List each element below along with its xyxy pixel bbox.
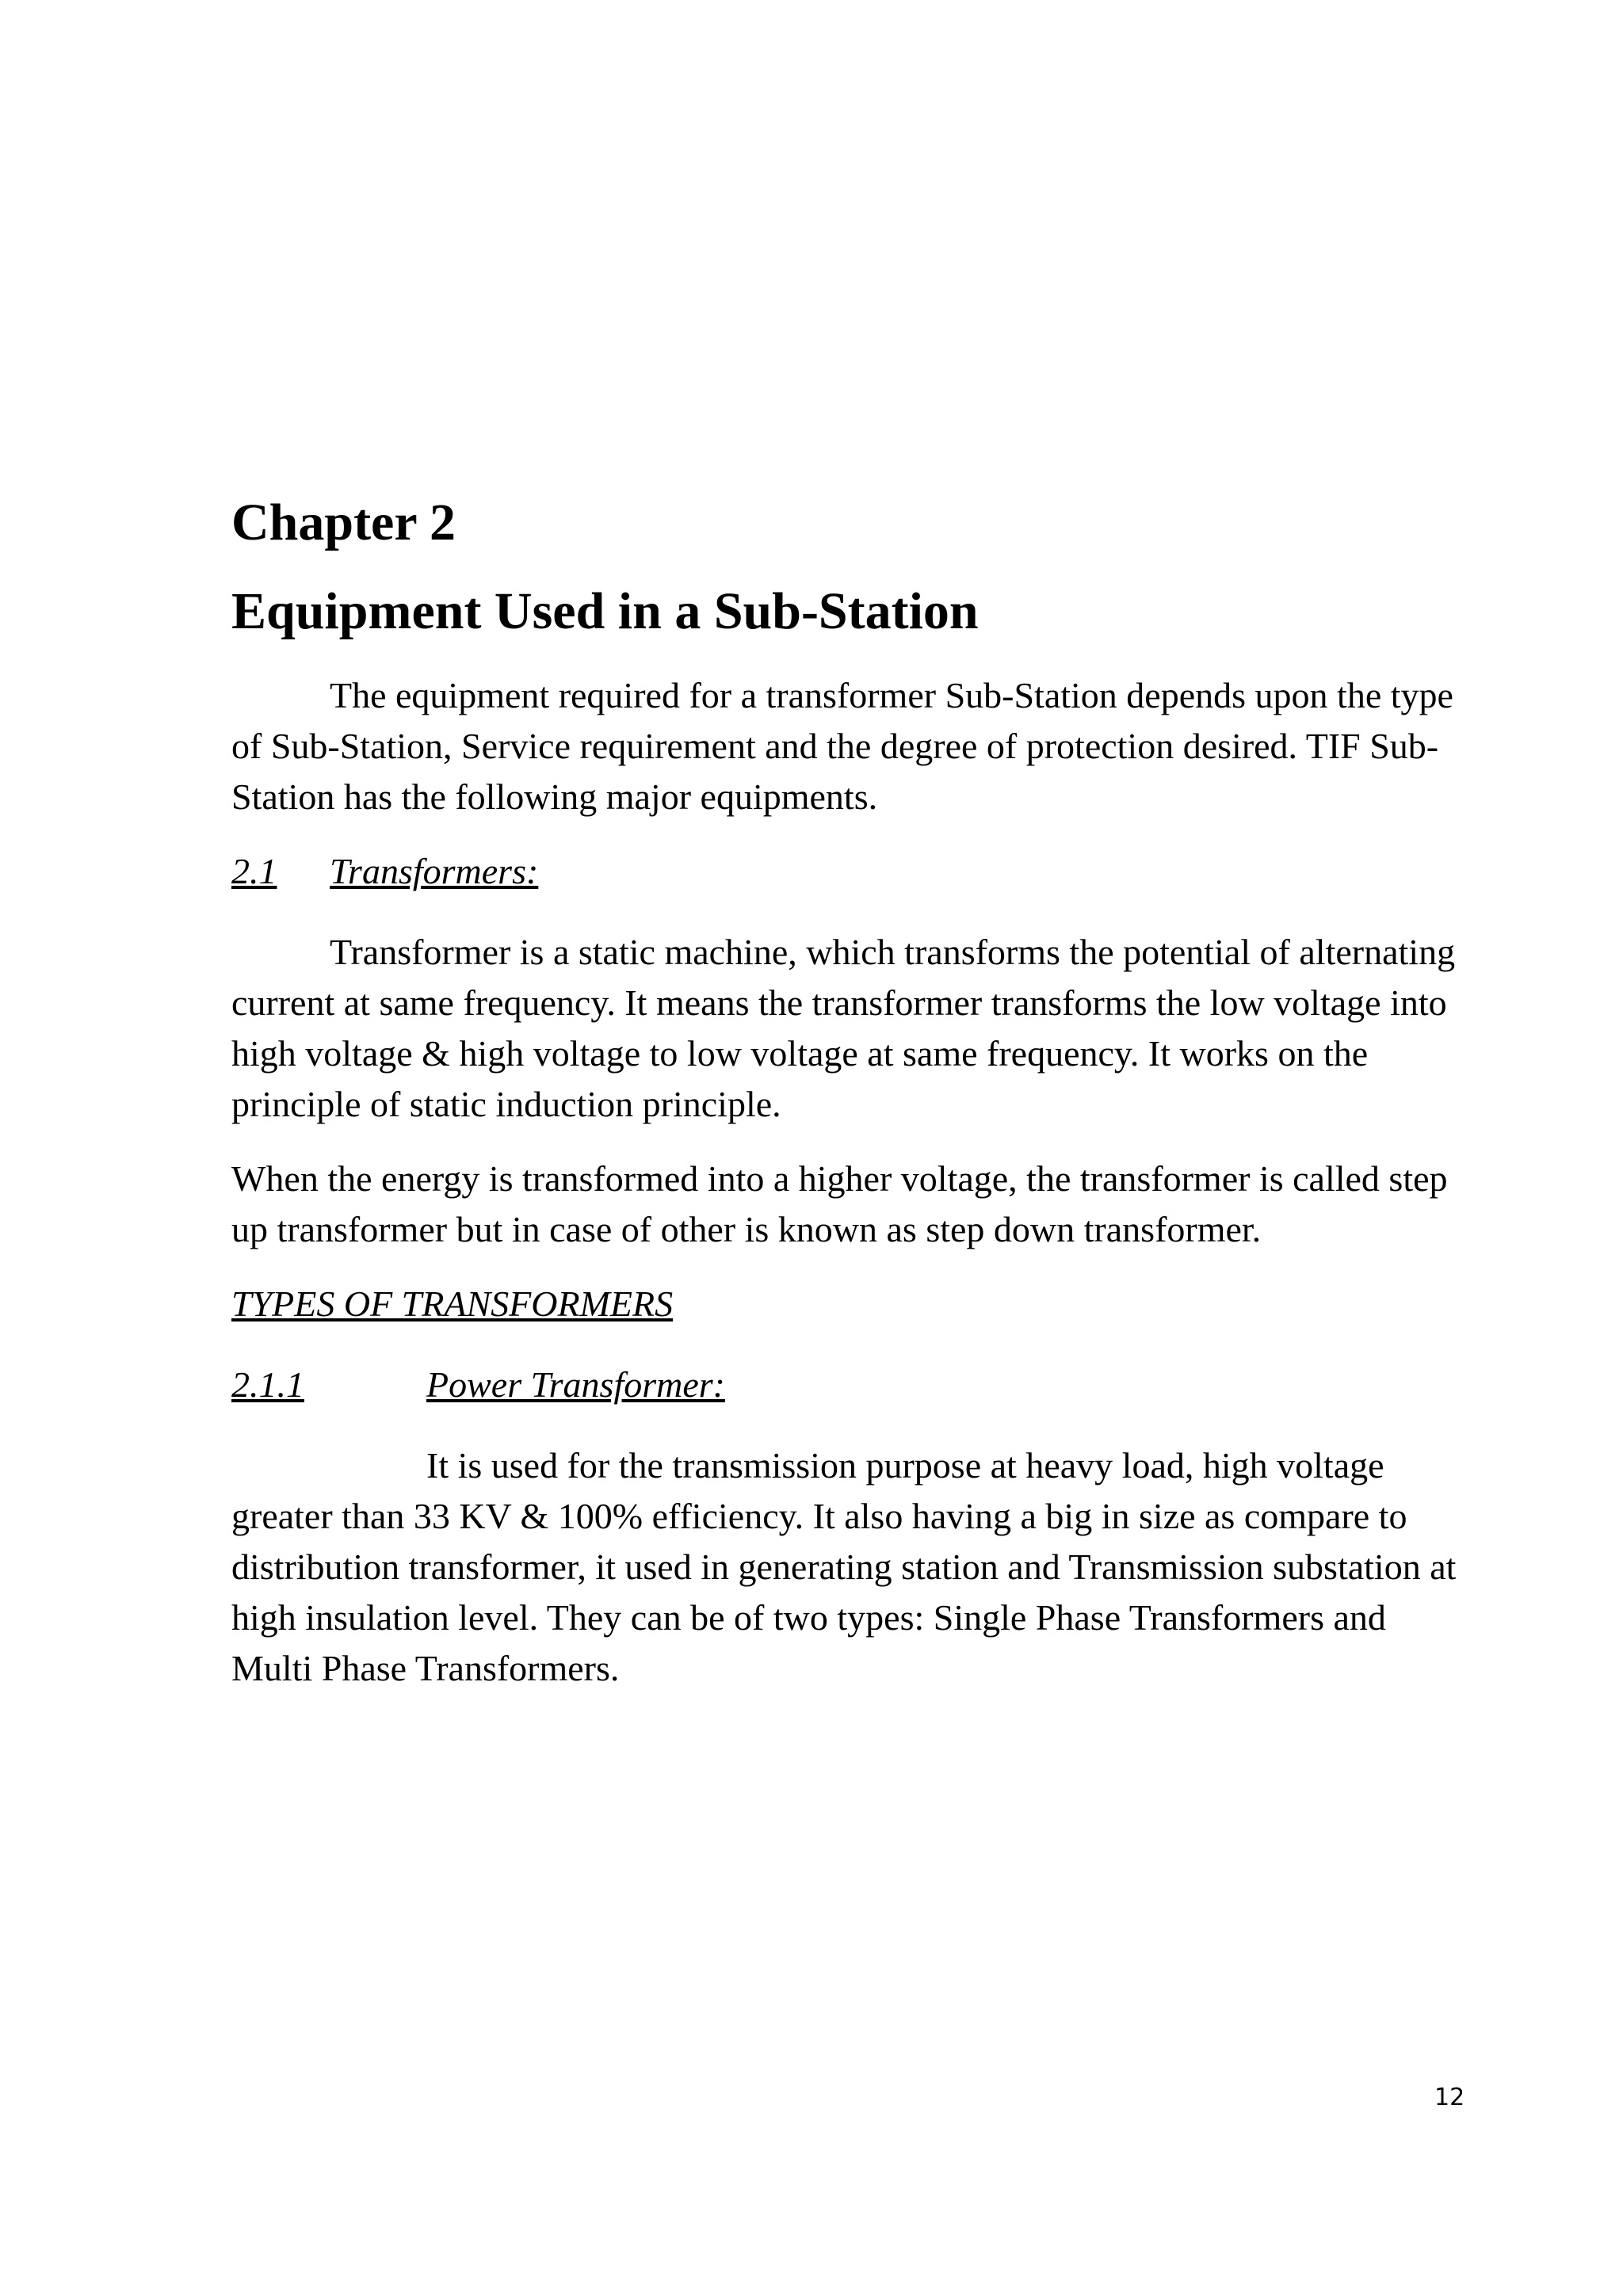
types-heading: TYPES OF TRANSFORMERS	[231, 1283, 674, 1324]
transformer-paragraph-2: When the energy is transformed into a higher voltage, the transformer is called step up transformer but in case of other is known as step down transformer.	[231, 1158, 1448, 1249]
subsection-number: 2.1.1	[231, 1364, 304, 1405]
subsection-title: Power Transformer:	[426, 1364, 725, 1405]
transformer-paragraph-1: Transformer is a static machine, which transforms the potential of alternating current at same frequency. It means the transformer transforms the low voltage into high voltage & high voltage to low voltage at same frequency. It works on the principle of static induction principle.	[231, 932, 1456, 1124]
section-number: 2.1	[231, 851, 277, 891]
chapter-title: Equipment Used in a Sub-Station	[231, 582, 979, 640]
section-heading-2-1-1	[231, 1360, 1468, 1410]
page-content	[231, 491, 1468, 1718]
section-heading-2-1	[231, 846, 1468, 897]
intro-paragraph: The equipment required for a transformer Sub-Station depends upon the type of Sub-Station, Service requirement and the degree of protection desired. TIF Sub-Station has the following major equipments.	[231, 675, 1453, 817]
power-transformer-paragraph: It is used for the transmission purpose at heavy load, high voltage greater than 33 KV & 100% efficiency. It also having a big in size as compare to distribution transformer, it used in generating station and Transmission substation at high insulation level. They can be of two types: Single Phase Transformers and Multi Phase Transformers.	[231, 1445, 1457, 1688]
page-number: 12	[1434, 2084, 1465, 2111]
section-title: Transformers:	[330, 851, 539, 891]
chapter-number: Chapter 2	[231, 494, 456, 551]
